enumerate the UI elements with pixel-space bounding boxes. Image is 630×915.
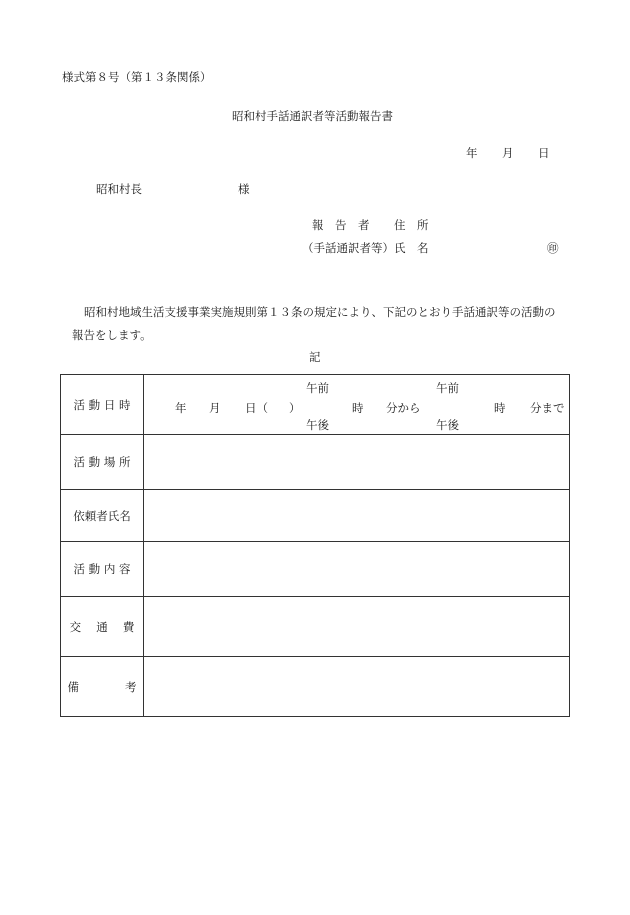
dt-from: 分から <box>386 401 421 415</box>
seal-icon: ㊞ <box>547 241 559 255</box>
activity-report-table <box>60 374 570 717</box>
dt-start-pm: 午後 <box>306 418 329 432</box>
date-day[interactable]: 日 <box>538 146 550 160</box>
dt-month: 月 <box>209 401 221 415</box>
content-field[interactable] <box>144 542 570 597</box>
dt-start-am: 午前 <box>306 381 329 395</box>
date-year[interactable]: 年 <box>466 146 478 160</box>
location-field[interactable] <box>144 435 570 490</box>
row-label-transport: 交 通 費 <box>61 597 144 657</box>
table-row <box>61 490 570 542</box>
body-text-line1: 昭和村地域生活支援事業実施規則第１３条の規定により、下記のとおり手話通訳等の活動の <box>84 305 556 319</box>
addressee-honorific: 様 <box>238 182 250 196</box>
date-month[interactable]: 月 <box>502 146 514 160</box>
transport-field[interactable] <box>144 597 570 657</box>
document-title: 昭和村手話通訳者等活動報告書 <box>232 109 393 123</box>
dt-end-hour: 時 <box>494 401 506 415</box>
row-label-location: 活 動 場 所 <box>61 435 144 490</box>
dt-to: 分まで <box>530 401 565 415</box>
dt-year: 年 <box>175 401 187 415</box>
row-label-datetime: 活 動 日 時 <box>61 375 144 435</box>
dt-start-hour: 時 <box>352 401 364 415</box>
dt-day: 日（ <box>245 401 268 415</box>
table-row <box>61 435 570 490</box>
dt-paren-close: ） <box>289 401 301 415</box>
row-label-content: 活 動 内 容 <box>61 542 144 597</box>
table-row <box>61 375 570 435</box>
reporter-address-label: 住 所 <box>394 218 429 232</box>
body-text-line2: 報告をします。 <box>72 328 152 342</box>
ki-label: 記 <box>309 350 321 364</box>
table-row <box>61 542 570 597</box>
row-label-remarks: 備 考 <box>61 657 144 717</box>
reporter-label: 報 告 者 <box>312 218 370 232</box>
dt-end-pm: 午後 <box>436 418 459 432</box>
reporter-sublabel: （手話通訳者等） <box>302 241 394 255</box>
table-row <box>61 597 570 657</box>
requester-field[interactable] <box>144 490 570 542</box>
table-row <box>61 657 570 717</box>
addressee-name: 昭和村長 <box>96 182 142 196</box>
row-label-requester: 依頼者氏名 <box>61 490 144 542</box>
datetime-field[interactable] <box>144 375 570 435</box>
dt-end-am: 午前 <box>436 381 459 395</box>
remarks-field[interactable] <box>144 657 570 717</box>
form-code: 様式第８号（第１３条関係） <box>62 70 212 84</box>
reporter-name-label: 氏 名 <box>394 241 429 255</box>
